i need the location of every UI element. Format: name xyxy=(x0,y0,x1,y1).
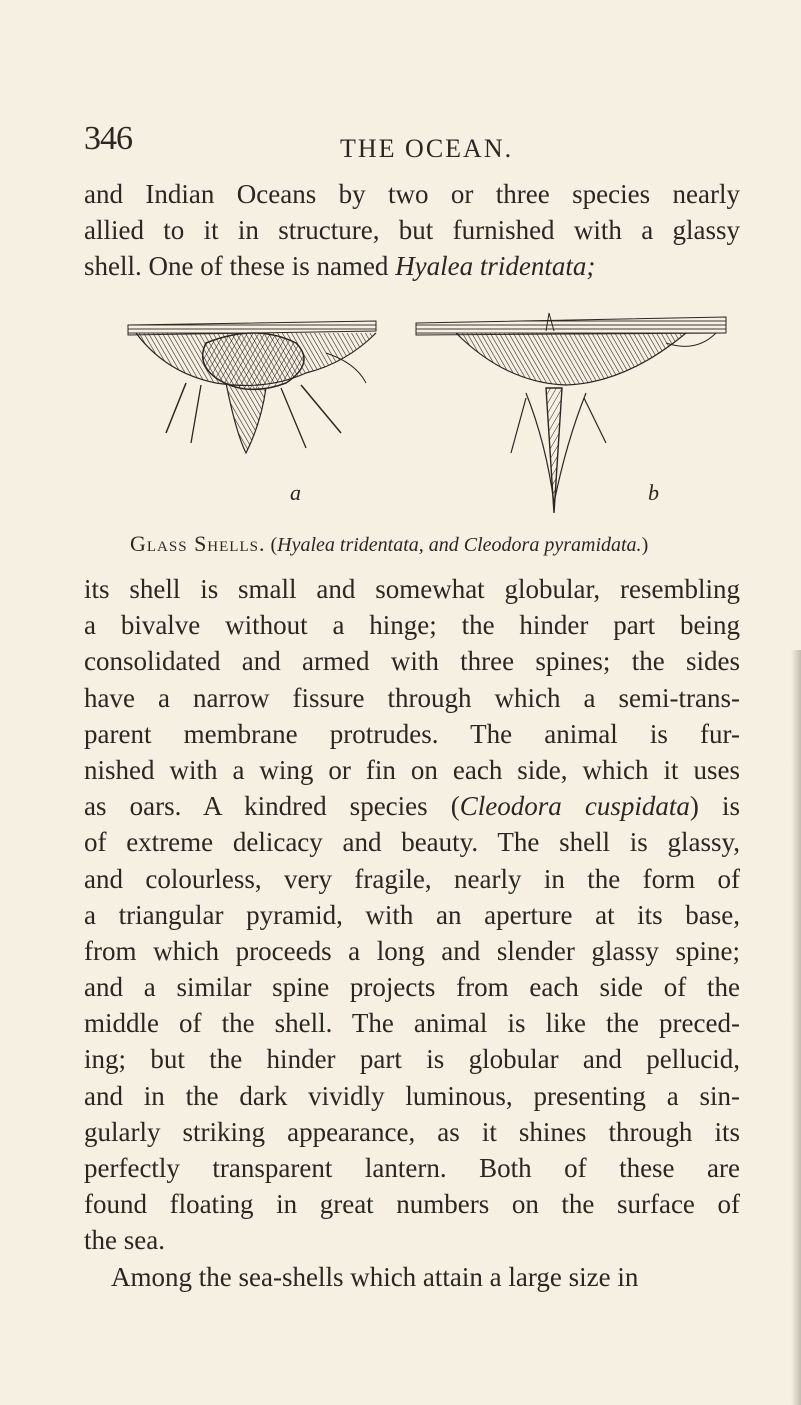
text-line: perfectly transparent lantern. Both of these are xyxy=(84,1153,740,1183)
caption-species-2: Cleodora pyramidata. xyxy=(463,534,642,556)
text-line: ing; but the hinder part is globular and pellucid, xyxy=(84,1044,740,1075)
figure-label-a: a xyxy=(290,480,301,505)
text-line: and Indian Oceans by two or three species nearly xyxy=(84,179,740,209)
caption-species-1: Hyalea tridentata, xyxy=(277,534,424,556)
text-line: its shell is small and somewhat globular, resembling xyxy=(84,574,740,604)
text-line: found floating in great numbers on the surface of xyxy=(84,1189,740,1220)
glass-shells-illustration xyxy=(126,303,728,523)
paragraph-bottom xyxy=(84,571,740,1295)
text-line: parent membrane protrudes. The animal is fur- xyxy=(84,718,740,749)
text-line: have a narrow fissure through which a semi-trans- xyxy=(84,682,740,713)
text-line xyxy=(84,788,740,824)
text-line: and in the dark vividly luminous, presenting a sin- xyxy=(84,1080,740,1111)
text-line: Among the sea-shells which attain a large size in xyxy=(111,1261,639,1292)
text-line: gularly striking appearance, as it shines through its xyxy=(84,1116,740,1147)
text-span: ) is xyxy=(689,791,741,822)
caption-paren-close: ) xyxy=(641,534,649,556)
species-name-italic: Hyalea tridentata; xyxy=(395,251,596,282)
shell-b-drawing xyxy=(416,313,726,513)
text-line: middle of the shell. The animal is like the preced- xyxy=(84,1008,740,1039)
text-span: shell. One of these is named xyxy=(84,251,396,282)
text-line: of extreme delicacy and beauty. The shell is glassy, xyxy=(84,827,740,858)
caption-title: Glass Shells. xyxy=(130,531,266,556)
page-edge-shadow xyxy=(791,650,801,1405)
text-line: allied to it in structure, but furnished with a glassy xyxy=(84,215,740,246)
figure-label-b: b xyxy=(648,480,659,505)
figure-caption xyxy=(130,531,730,557)
text-line xyxy=(84,248,740,284)
shell-a-drawing xyxy=(128,321,376,453)
text-line: from which proceeds a long and slender glassy spine; xyxy=(84,935,740,966)
text-line: the sea. xyxy=(84,1225,165,1256)
caption-and: and xyxy=(423,534,464,556)
text-line: consolidated and armed with three spines; the sides xyxy=(84,646,740,677)
paragraph-top xyxy=(84,176,740,285)
text-span: as oars. A kindred species ( xyxy=(84,791,460,822)
text-line: and colourless, very fragile, nearly in the form of xyxy=(84,863,740,894)
species-name-italic: Cleodora cuspidata xyxy=(459,791,690,822)
page-number: 346 xyxy=(84,120,132,157)
text-line: and a similar spine projects from each side of the xyxy=(84,972,740,1003)
running-head: THE OCEAN. xyxy=(340,134,514,163)
text-line: a bivalve without a hinge; the hinder part being xyxy=(84,610,740,641)
text-line: a triangular pyramid, with an aperture at its base, xyxy=(84,899,740,930)
engraving-svg xyxy=(126,303,728,523)
caption-paren-open: ( xyxy=(270,534,278,556)
text-line: nished with a wing or fin on each side, which it uses xyxy=(84,754,740,785)
